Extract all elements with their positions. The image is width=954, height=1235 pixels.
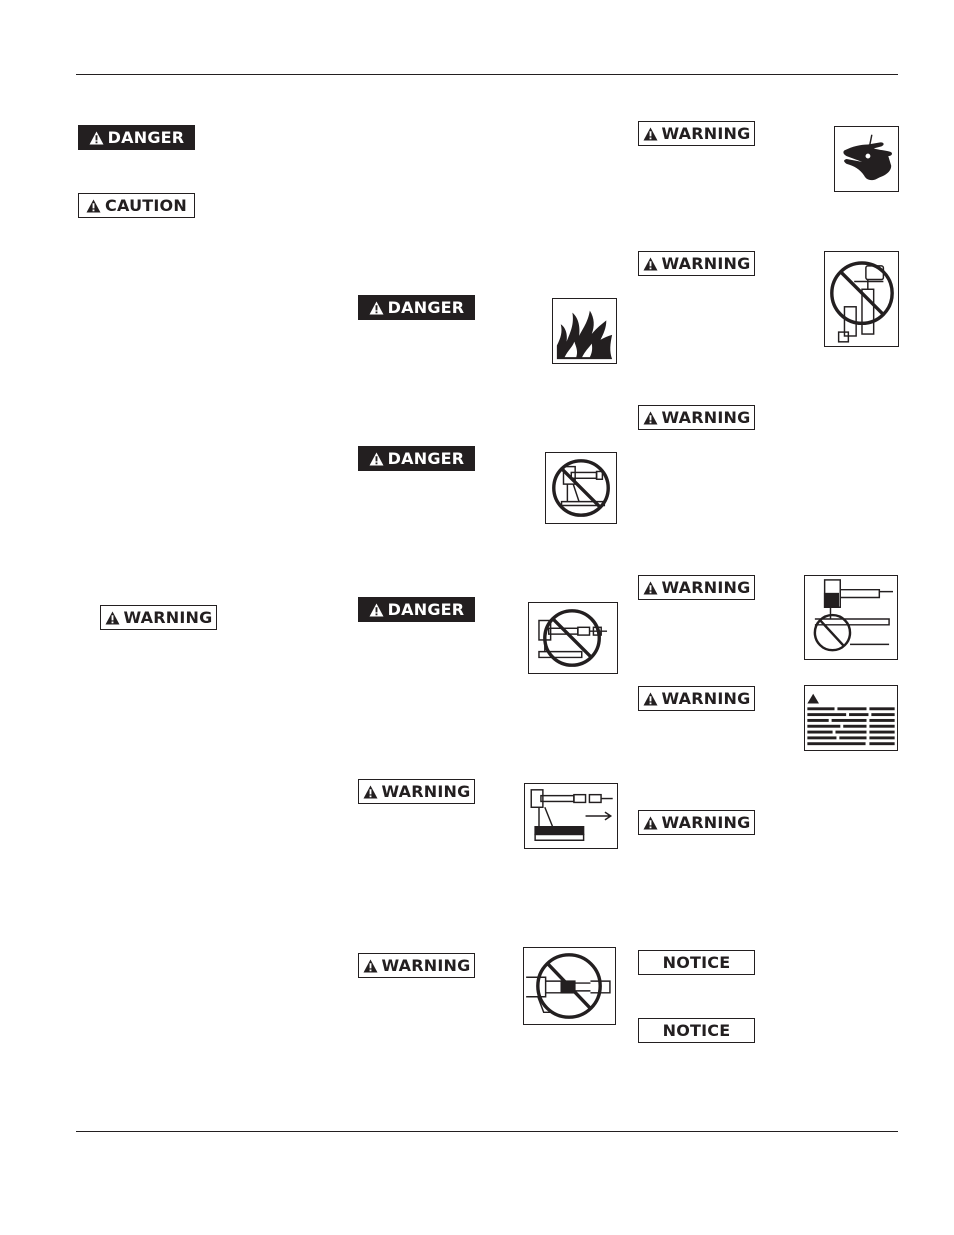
warning-label: WARNING bbox=[661, 577, 751, 597]
danger-badge-fire bbox=[358, 295, 475, 320]
alert-triangle-icon bbox=[643, 127, 658, 141]
hand-injury-icon bbox=[834, 126, 899, 192]
notice-badge-2 bbox=[638, 1018, 755, 1043]
header-rule bbox=[76, 74, 898, 75]
alert-triangle-icon bbox=[643, 816, 658, 830]
disconnect-air-icon bbox=[524, 783, 618, 849]
warning-badge-coupler bbox=[358, 953, 475, 978]
warning-label: WARNING bbox=[661, 688, 751, 708]
warning-label: WARNING bbox=[661, 123, 751, 143]
no-coupler-icon bbox=[523, 947, 616, 1025]
warning-label: WARNING bbox=[661, 407, 751, 427]
danger-label: DANGER bbox=[387, 599, 465, 619]
alert-triangle-icon bbox=[89, 131, 104, 145]
warning-label: WARNING bbox=[381, 781, 471, 801]
alert-triangle-icon bbox=[363, 785, 378, 799]
notice-badge-1 bbox=[638, 950, 755, 975]
danger-badge-trigger bbox=[358, 446, 475, 471]
warning-label: WARNING bbox=[661, 253, 751, 273]
warning-label: WARNING bbox=[381, 955, 471, 975]
warning-badge-general bbox=[638, 405, 755, 430]
alert-triangle-icon bbox=[643, 257, 658, 271]
warning-badge-extra bbox=[638, 810, 755, 835]
danger-badge-disconnect bbox=[358, 597, 475, 622]
warning-label: WARNING bbox=[123, 607, 213, 627]
alert-triangle-icon bbox=[643, 581, 658, 595]
warning-label-icon bbox=[804, 685, 898, 751]
danger-label: DANGER bbox=[107, 127, 185, 147]
no-oxygen-tank-icon bbox=[824, 251, 899, 347]
alert-triangle-icon bbox=[643, 411, 658, 425]
danger-badge-legend bbox=[78, 125, 195, 150]
alert-triangle-icon bbox=[643, 692, 658, 706]
warning-badge-injury bbox=[638, 121, 755, 146]
notice-label: NOTICE bbox=[662, 1020, 731, 1040]
footer-rule bbox=[76, 1131, 898, 1132]
warning-label: WARNING bbox=[661, 812, 751, 832]
no-hand-on-trigger-icon bbox=[545, 452, 617, 524]
warning-badge-col1 bbox=[100, 605, 217, 630]
danger-label: DANGER bbox=[387, 297, 465, 317]
alert-triangle-icon bbox=[369, 452, 384, 466]
alert-triangle-icon bbox=[105, 611, 120, 625]
no-tool-disconnect-icon bbox=[528, 602, 618, 674]
warning-badge-labels bbox=[638, 686, 755, 711]
caution-label: CAUTION bbox=[105, 195, 187, 215]
alert-triangle-icon bbox=[369, 301, 384, 315]
alert-triangle-icon bbox=[369, 603, 384, 617]
notice-label: NOTICE bbox=[662, 952, 731, 972]
alert-triangle-icon bbox=[363, 959, 378, 973]
danger-label: DANGER bbox=[387, 448, 465, 468]
alert-triangle-icon bbox=[86, 199, 101, 213]
warning-badge-hand-placement bbox=[638, 575, 755, 600]
fire-flame-icon bbox=[552, 298, 617, 364]
no-hand-under-nose-icon bbox=[804, 575, 898, 660]
warning-badge-oxygen bbox=[638, 251, 755, 276]
caution-badge-legend bbox=[78, 193, 195, 218]
warning-badge-air-supply bbox=[358, 779, 475, 804]
